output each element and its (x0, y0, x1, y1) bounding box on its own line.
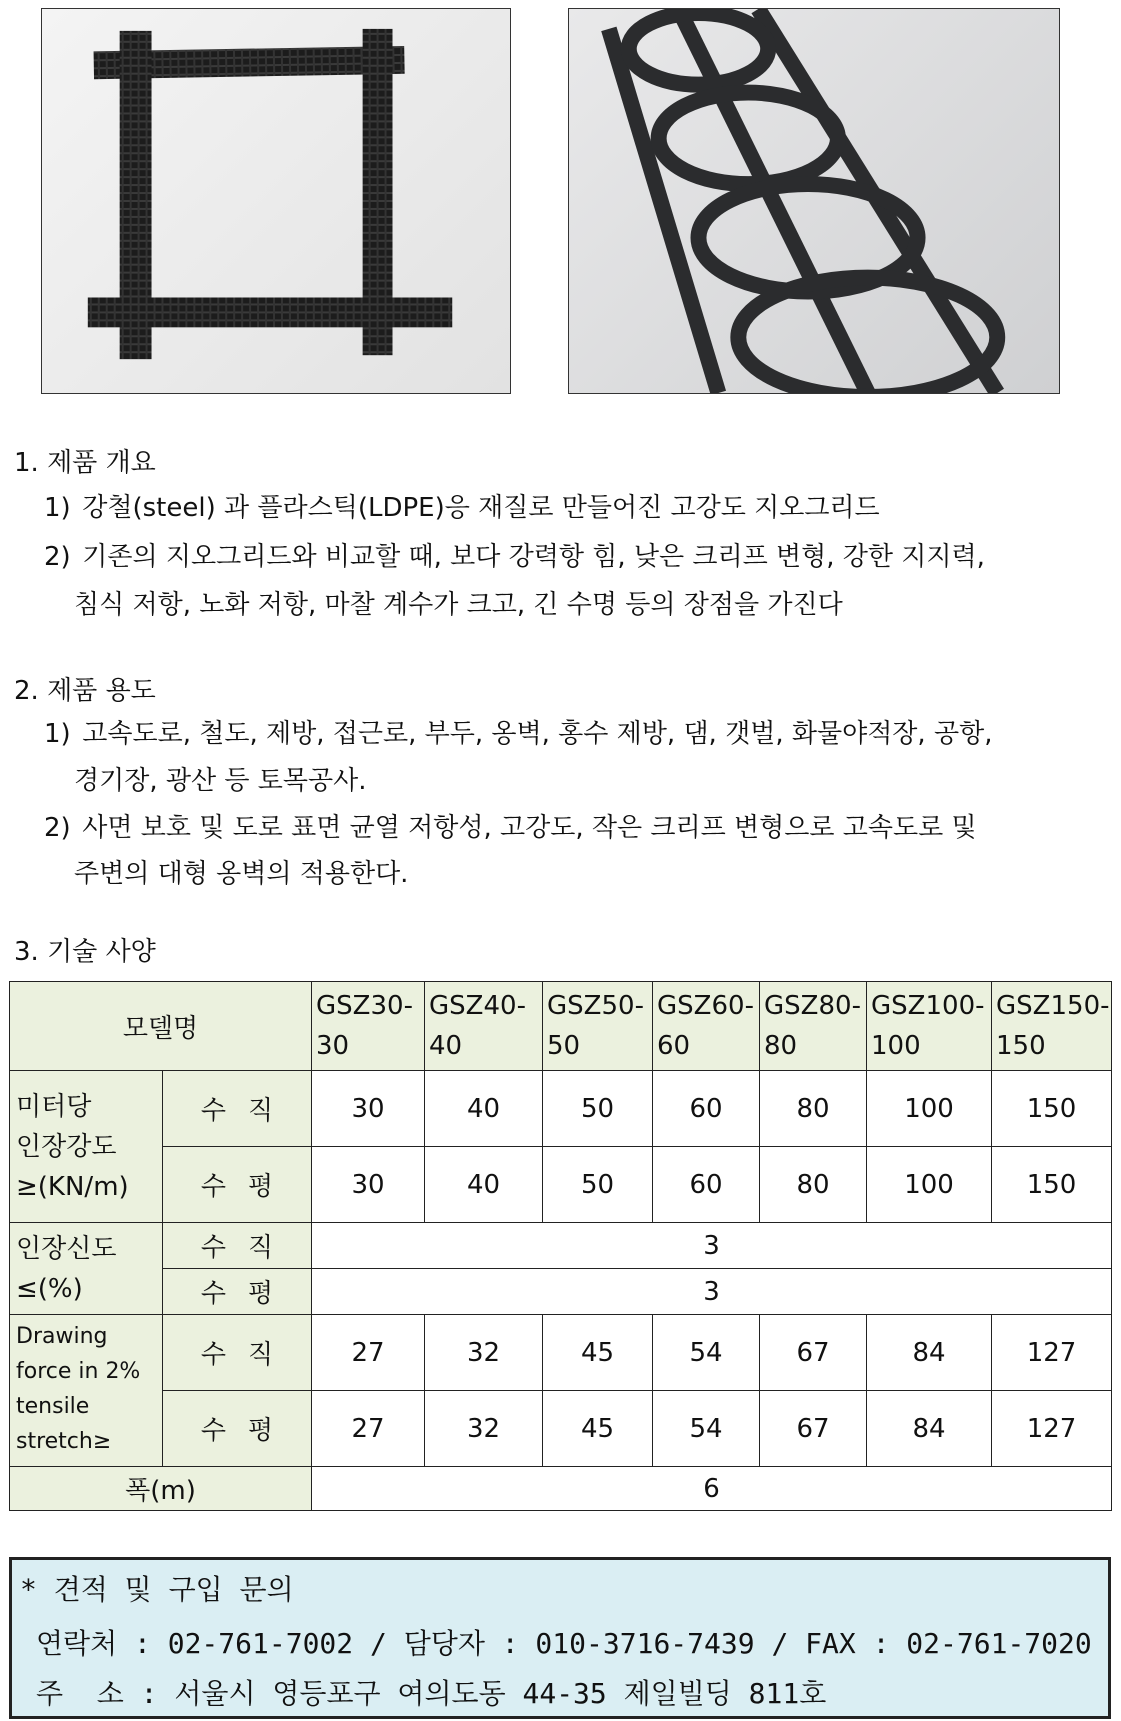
model-cell (760, 982, 867, 1071)
overview-item-1 (44, 486, 880, 530)
model-cell (425, 982, 543, 1071)
value-cell: 32 (425, 1391, 543, 1467)
direction-vertical: 수직 (163, 1223, 312, 1269)
model-line-2: 40 (429, 1031, 463, 1061)
value-cell: 50 (543, 1071, 653, 1147)
drawing-label-line: Drawing (16, 1324, 108, 1349)
contact-phone-line: 연락처 : 02-761-7002 / 담당자 : 010-3716-7439 / FAX : 02-761-7020 (36, 1627, 1092, 1660)
model-cell (312, 982, 425, 1071)
tensile-label-line: 인장강도 (16, 1131, 117, 1162)
tensile-label (10, 1071, 163, 1223)
section-heading-spec: 3. 기술 사양 (14, 937, 156, 967)
model-header: 모델명 (10, 982, 312, 1071)
value-cell: 27 (312, 1315, 425, 1391)
usage-item-2-num: 2) (44, 813, 71, 843)
table-row-width (10, 1467, 1112, 1511)
spec-table (9, 981, 1112, 1511)
contact-box (9, 1557, 1111, 1719)
model-line-1: GSZ30- (316, 991, 413, 1021)
elongation-label-line: 인장신도 (16, 1233, 117, 1264)
model-cell (543, 982, 653, 1071)
value-cell: 127 (992, 1391, 1112, 1467)
value-cell: 50 (543, 1147, 653, 1223)
contact-title: * 견적 및 구입 문의 (20, 1573, 294, 1606)
model-line-2: 80 (764, 1031, 798, 1061)
direction-horizontal: 수평 (163, 1147, 312, 1223)
value-cell: 127 (992, 1315, 1112, 1391)
model-line-1: GSZ100- (871, 991, 985, 1021)
model-cell (653, 982, 760, 1071)
usage-item-1-text: 고속도로, 철도, 제방, 접근로, 부두, 옹벽, 홍수 제방, 댐, 갯벌, 화물야적장, 공항, (82, 719, 993, 749)
section-heading-usage: 2. 제품 용도 (14, 676, 156, 706)
elongation-label (10, 1223, 163, 1315)
overview-item-1-text: 강철(steel) 과 플라스틱(LDPE)응 재질로 만들어진 고강도 지오그리드 (82, 493, 880, 523)
width-value: 6 (312, 1467, 1112, 1511)
geogrid-photo-single-cell (41, 8, 511, 394)
usage-item-1 (44, 712, 992, 756)
model-line-1: GSZ150- (996, 991, 1110, 1021)
drawing-label-line: tensile (16, 1394, 90, 1419)
value-cell: 150 (992, 1071, 1112, 1147)
value-cell: 84 (867, 1315, 992, 1391)
table-row-drawing-horizontal (10, 1391, 1112, 1467)
value-cell: 60 (653, 1147, 760, 1223)
drawing-force-label (10, 1315, 163, 1467)
elongation-label-line: ≤(%) (16, 1273, 83, 1304)
model-line-1: GSZ60- (657, 991, 754, 1021)
value-cell: 150 (992, 1147, 1112, 1223)
value-cell: 84 (867, 1391, 992, 1467)
table-row-tensile-vertical (10, 1071, 1112, 1147)
model-line-1: GSZ80- (764, 991, 861, 1021)
value-cell: 30 (312, 1147, 425, 1223)
model-cell (992, 982, 1112, 1071)
drawing-label-line: force in 2% (16, 1359, 141, 1384)
value-cell: 32 (425, 1315, 543, 1391)
overview-item-2-num: 2) (44, 542, 71, 572)
tensile-label-line: 미터당 (16, 1091, 92, 1122)
value-cell: 54 (653, 1315, 760, 1391)
geogrid-photo-roll (568, 8, 1060, 394)
tensile-label-line: ≥(KN/m) (16, 1171, 129, 1202)
geogrid-roll-image (569, 9, 1059, 393)
model-line-1: GSZ50- (547, 991, 644, 1021)
contact-address-line: 주 소 : 서울시 영등포구 여의도동 44-35 제일빌딩 811호 (36, 1677, 827, 1710)
direction-vertical: 수직 (163, 1315, 312, 1391)
usage-item-1-num: 1) (44, 719, 71, 749)
value-cell: 45 (543, 1391, 653, 1467)
direction-vertical: 수직 (163, 1071, 312, 1147)
value-cell: 67 (760, 1315, 867, 1391)
width-label: 폭(m) (10, 1467, 312, 1511)
model-line-2: 150 (996, 1031, 1046, 1061)
value-cell: 60 (653, 1071, 760, 1147)
table-row-elong-horizontal (10, 1269, 1112, 1315)
model-line-2: 60 (657, 1031, 691, 1061)
value-cell: 100 (867, 1071, 992, 1147)
overview-item-2-continued: 침식 저항, 노화 저항, 마찰 계수가 크고, 긴 수명 등의 장점을 가진다 (74, 590, 843, 620)
drawing-label-line: stretch≥ (16, 1429, 112, 1454)
value-cell: 27 (312, 1391, 425, 1467)
usage-item-2 (44, 806, 977, 850)
direction-horizontal: 수평 (163, 1269, 312, 1315)
table-row-drawing-vertical (10, 1315, 1112, 1391)
value-cell: 45 (543, 1315, 653, 1391)
value-cell: 30 (312, 1071, 425, 1147)
overview-item-2 (44, 535, 985, 579)
model-line-1: GSZ40- (429, 991, 526, 1021)
value-cell-merged: 3 (312, 1269, 1112, 1315)
model-line-2: 30 (316, 1031, 350, 1061)
model-cell (867, 982, 992, 1071)
direction-horizontal: 수평 (163, 1391, 312, 1467)
usage-item-2-continued: 주변의 대형 옹벽의 적용한다. (74, 859, 409, 889)
value-cell: 54 (653, 1391, 760, 1467)
table-row-elong-vertical (10, 1223, 1112, 1269)
value-cell: 67 (760, 1391, 867, 1467)
value-cell: 100 (867, 1147, 992, 1223)
usage-item-1-continued: 경기장, 광산 등 토목공사. (74, 766, 367, 796)
section-heading-overview: 1. 제품 개요 (14, 448, 156, 478)
value-cell: 80 (760, 1147, 867, 1223)
model-line-2: 100 (871, 1031, 921, 1061)
value-cell: 40 (425, 1147, 543, 1223)
value-cell-merged: 3 (312, 1223, 1112, 1269)
table-row-tensile-horizontal (10, 1147, 1112, 1223)
value-cell: 80 (760, 1071, 867, 1147)
table-row-models (10, 982, 1112, 1071)
geogrid-square-image (42, 9, 510, 393)
usage-item-2-text: 사면 보호 및 도로 표면 균열 저항성, 고강도, 작은 크리프 변형으로 고속도로 및 (82, 813, 977, 843)
model-line-2: 50 (547, 1031, 581, 1061)
overview-item-2-text: 기존의 지오그리드와 비교할 때, 보다 강력항 힘, 낮은 크리프 변형, 강한 지지력, (82, 542, 985, 572)
overview-item-1-num: 1) (44, 493, 71, 523)
value-cell: 40 (425, 1071, 543, 1147)
